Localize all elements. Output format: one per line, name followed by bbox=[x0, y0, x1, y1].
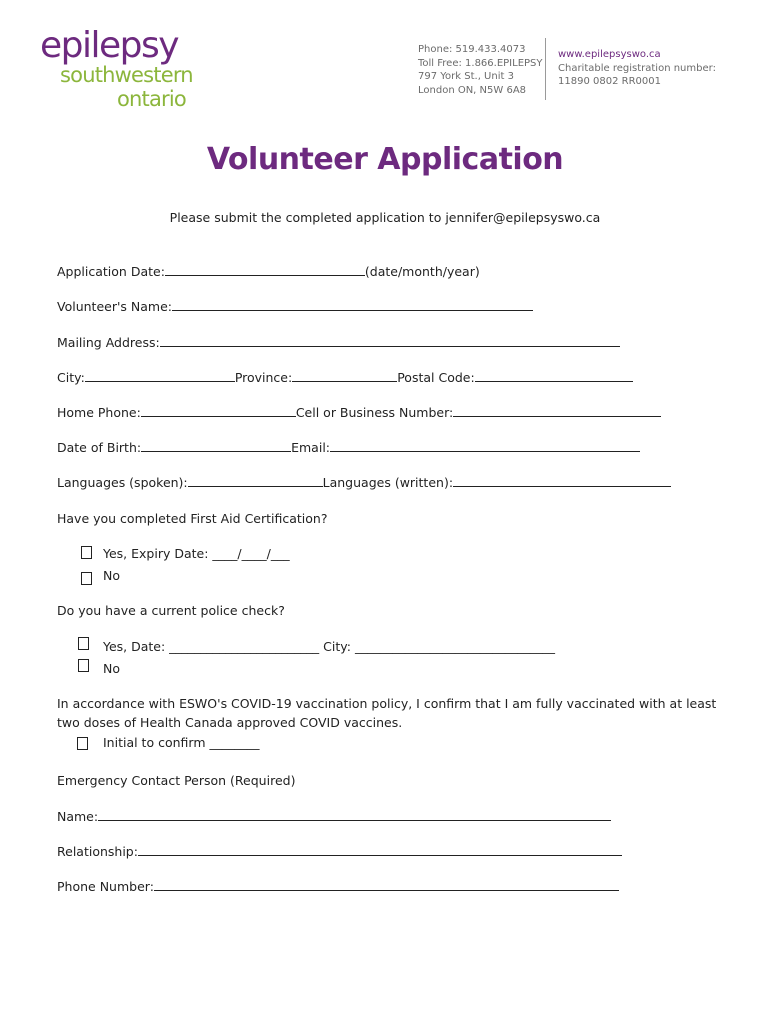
dob-field[interactable] bbox=[141, 440, 291, 452]
city-label: City: bbox=[57, 370, 85, 385]
police-no-label: No bbox=[103, 661, 120, 676]
police-yes-label bbox=[103, 639, 555, 655]
languages-row bbox=[57, 475, 671, 491]
contact-city: London ON, N5W 6A8 bbox=[418, 84, 527, 96]
charity-number: 11890 0802 RR0001 bbox=[558, 76, 661, 88]
emergency-name-row bbox=[57, 809, 611, 825]
province-field[interactable] bbox=[292, 370, 397, 382]
emergency-relationship-label: Relationship: bbox=[57, 844, 138, 859]
covid-confirm-checkbox[interactable] bbox=[77, 737, 88, 750]
website-link[interactable]: www.epilepsyswo.ca bbox=[558, 49, 661, 60]
logo-southwestern: southwestern bbox=[60, 63, 193, 87]
lang-spoken-label: Languages (spoken): bbox=[57, 475, 188, 490]
email-label: Email: bbox=[291, 440, 331, 455]
covid-statement-line1: In accordance with ESWO's COVID-19 vaccination policy, I confirm that I am fully vaccinated with at least bbox=[57, 696, 717, 711]
volunteer-name-label: Volunteer's Name: bbox=[57, 299, 172, 314]
home-phone-field[interactable] bbox=[141, 405, 296, 417]
application-date-label: Application Date: bbox=[57, 264, 165, 279]
first-aid-yes-checkbox[interactable] bbox=[81, 546, 92, 559]
charity-label: Charitable registration number: bbox=[558, 62, 716, 74]
lang-written-label: Languages (written): bbox=[322, 475, 454, 490]
contact-street: 797 York St., Unit 3 bbox=[418, 71, 514, 83]
police-date-label: Yes, Date: ________________________ bbox=[103, 639, 320, 654]
page-title: Volunteer Application bbox=[206, 142, 564, 177]
emergency-name-label: Name: bbox=[57, 809, 99, 824]
mailing-address-row bbox=[57, 335, 620, 351]
email-field[interactable] bbox=[330, 440, 640, 452]
postal-code-label: Postal Code: bbox=[397, 370, 475, 385]
contact-toll-free: Toll Free: 1.866.EPILEPSY bbox=[418, 57, 543, 69]
contact-block bbox=[418, 43, 543, 97]
lang-spoken-field[interactable] bbox=[188, 475, 323, 487]
logo-epilepsy: epilepsy bbox=[40, 25, 179, 66]
date-format-hint: (date/month/year) bbox=[364, 264, 480, 279]
police-no-checkbox[interactable] bbox=[78, 659, 89, 672]
emergency-heading: Emergency Contact Person (Required) bbox=[57, 773, 296, 788]
covid-initial-label: Initial to confirm ________ bbox=[103, 735, 260, 750]
home-phone-label: Home Phone: bbox=[57, 405, 141, 420]
website-block bbox=[558, 48, 716, 89]
emergency-relationship-row bbox=[57, 844, 622, 860]
logo-ontario: ontario bbox=[117, 87, 186, 111]
submit-note: Please submit the completed application to jennifer@epilepsyswo.ca bbox=[169, 210, 601, 225]
first-aid-question: Have you completed First Aid Certification? bbox=[57, 511, 328, 526]
city-field[interactable] bbox=[85, 370, 235, 382]
dob-label: Date of Birth: bbox=[57, 440, 142, 455]
first-aid-no-label: No bbox=[103, 568, 120, 583]
covid-statement-line2: two doses of Health Canada approved COVID vaccines. bbox=[57, 715, 403, 730]
postal-code-field[interactable] bbox=[475, 370, 633, 382]
cell-phone-field[interactable] bbox=[453, 405, 661, 417]
volunteer-name-row bbox=[57, 299, 533, 315]
header-divider bbox=[545, 38, 546, 100]
cell-phone-label: Cell or Business Number: bbox=[295, 405, 454, 420]
emergency-phone-row bbox=[57, 879, 619, 895]
application-date-field[interactable] bbox=[165, 264, 365, 276]
mailing-address-field[interactable] bbox=[160, 335, 620, 347]
emergency-phone-field[interactable] bbox=[154, 879, 619, 891]
lang-written-field[interactable] bbox=[453, 475, 671, 487]
first-aid-yes-label: Yes, Expiry Date: ____/____/___ bbox=[103, 546, 290, 561]
police-yes-checkbox[interactable] bbox=[78, 637, 89, 650]
contact-phone: Phone: 519.433.4073 bbox=[418, 44, 526, 55]
emergency-phone-label: Phone Number: bbox=[57, 879, 154, 894]
application-date-row bbox=[57, 264, 480, 280]
emergency-name-field[interactable] bbox=[98, 809, 611, 821]
dob-email-row bbox=[57, 440, 640, 456]
phone-row bbox=[57, 405, 661, 421]
police-question: Do you have a current police check? bbox=[57, 603, 285, 618]
city-row bbox=[57, 370, 633, 386]
province-label: Province: bbox=[234, 370, 293, 385]
volunteer-name-field[interactable] bbox=[172, 299, 533, 311]
emergency-relationship-field[interactable] bbox=[138, 844, 622, 856]
first-aid-no-checkbox[interactable] bbox=[81, 572, 92, 585]
police-city-label: City: ________________________________ bbox=[323, 639, 555, 654]
mailing-address-label: Mailing Address: bbox=[57, 335, 160, 350]
